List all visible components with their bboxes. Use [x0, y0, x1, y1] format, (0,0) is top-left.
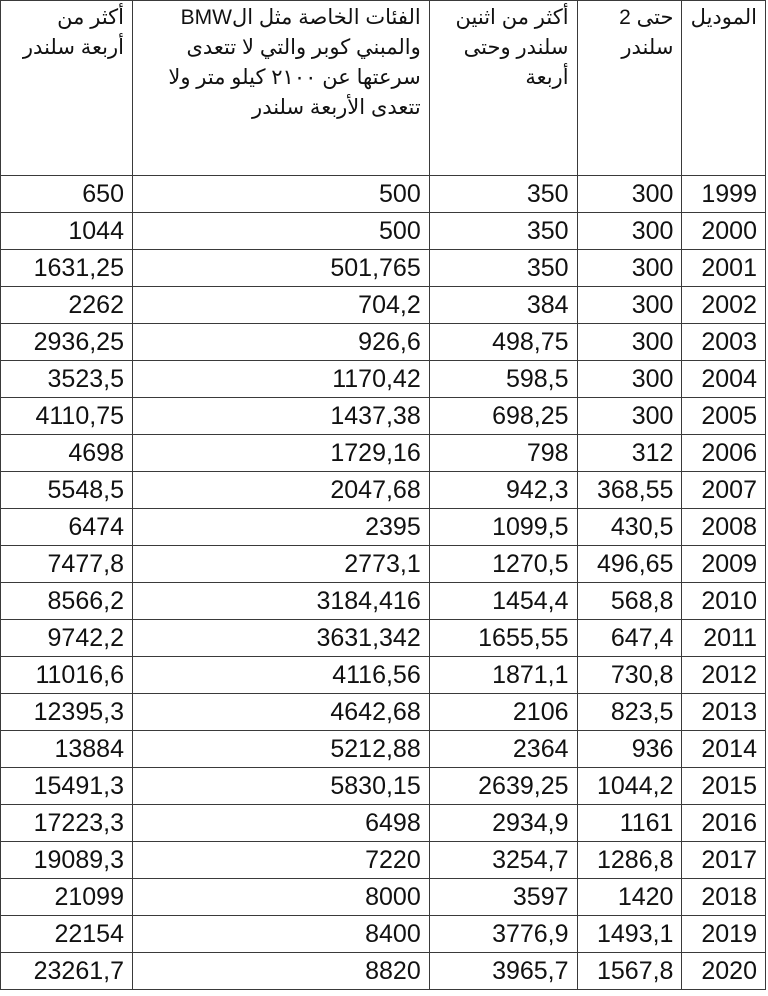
cell-two-to-four-cylinders: 3597: [429, 879, 577, 916]
cell-over-four-cylinders: 23261,7: [1, 953, 133, 990]
table-row: [1, 620, 766, 657]
cell-special-categories: 3184,416: [133, 583, 430, 620]
table-row: [1, 213, 766, 250]
header-label: الفئات الخاصة مثل الBMW والمبني كوبر والتي لا تتعدى سرعتها عن ٢١٠٠ كيلو متر ولا تتعدى الأربعة سلندر: [168, 6, 421, 119]
cell-two-to-four-cylinders: 942,3: [429, 472, 577, 509]
cell-model-year: 2001: [682, 250, 766, 287]
cell-special-categories: 500: [133, 213, 430, 250]
cell-two-to-four-cylinders: 2106: [429, 694, 577, 731]
table-row: [1, 842, 766, 879]
table-row: [1, 435, 766, 472]
cell-up-to-two-cylinders: 300: [577, 176, 682, 213]
cell-model-year: 2020: [682, 953, 766, 990]
cell-two-to-four-cylinders: 3965,7: [429, 953, 577, 990]
cell-up-to-two-cylinders: 496,65: [577, 546, 682, 583]
cell-model-year: 2008: [682, 509, 766, 546]
table-row: [1, 731, 766, 768]
cell-up-to-two-cylinders: 1044,2: [577, 768, 682, 805]
cell-special-categories: 501,765: [133, 250, 430, 287]
cell-model-year: 2003: [682, 324, 766, 361]
cell-two-to-four-cylinders: 350: [429, 176, 577, 213]
cell-up-to-two-cylinders: 300: [577, 287, 682, 324]
cell-up-to-two-cylinders: 568,8: [577, 583, 682, 620]
cell-up-to-two-cylinders: 300: [577, 398, 682, 435]
cell-up-to-two-cylinders: 1161: [577, 805, 682, 842]
table-row: [1, 509, 766, 546]
cell-two-to-four-cylinders: 598,5: [429, 361, 577, 398]
cell-special-categories: 1437,38: [133, 398, 430, 435]
cell-special-categories: 3631,342: [133, 620, 430, 657]
cell-up-to-two-cylinders: 300: [577, 361, 682, 398]
cell-over-four-cylinders: 13884: [1, 731, 133, 768]
table-row: [1, 472, 766, 509]
header-cell-up-to-two-cylinders: [577, 1, 682, 176]
table-row: [1, 916, 766, 953]
cell-special-categories: 2773,1: [133, 546, 430, 583]
cell-over-four-cylinders: 15491,3: [1, 768, 133, 805]
table-row: [1, 953, 766, 990]
table-row: [1, 250, 766, 287]
cell-two-to-four-cylinders: 3776,9: [429, 916, 577, 953]
header-cell-over-four-cylinders: [1, 1, 133, 176]
header-cell-model: [682, 1, 766, 176]
cell-up-to-two-cylinders: 312: [577, 435, 682, 472]
cell-model-year: 2000: [682, 213, 766, 250]
cell-special-categories: 2047,68: [133, 472, 430, 509]
cell-two-to-four-cylinders: 498,75: [429, 324, 577, 361]
cell-special-categories: 8400: [133, 916, 430, 953]
cell-up-to-two-cylinders: 1420: [577, 879, 682, 916]
cell-up-to-two-cylinders: 647,4: [577, 620, 682, 657]
table-row: [1, 583, 766, 620]
cell-special-categories: 4116,56: [133, 657, 430, 694]
cell-two-to-four-cylinders: 2934,9: [429, 805, 577, 842]
cell-over-four-cylinders: 6474: [1, 509, 133, 546]
cell-over-four-cylinders: 5548,5: [1, 472, 133, 509]
table-row: [1, 176, 766, 213]
cell-over-four-cylinders: 19089,3: [1, 842, 133, 879]
cell-over-four-cylinders: 4698: [1, 435, 133, 472]
cell-over-four-cylinders: 4110,75: [1, 398, 133, 435]
cell-up-to-two-cylinders: 430,5: [577, 509, 682, 546]
cell-two-to-four-cylinders: 384: [429, 287, 577, 324]
table-row: [1, 694, 766, 731]
cell-over-four-cylinders: 12395,3: [1, 694, 133, 731]
cell-two-to-four-cylinders: 798: [429, 435, 577, 472]
cell-over-four-cylinders: 22154: [1, 916, 133, 953]
cell-two-to-four-cylinders: 3254,7: [429, 842, 577, 879]
cell-over-four-cylinders: 7477,8: [1, 546, 133, 583]
cell-special-categories: 1729,16: [133, 435, 430, 472]
header-cell-special-categories: [133, 1, 430, 176]
cell-model-year: 2016: [682, 805, 766, 842]
cell-model-year: 2005: [682, 398, 766, 435]
cell-two-to-four-cylinders: 1270,5: [429, 546, 577, 583]
cell-model-year: 2010: [682, 583, 766, 620]
cell-over-four-cylinders: 8566,2: [1, 583, 133, 620]
cell-two-to-four-cylinders: 2639,25: [429, 768, 577, 805]
cell-special-categories: 926,6: [133, 324, 430, 361]
cell-special-categories: 5212,88: [133, 731, 430, 768]
cell-up-to-two-cylinders: 300: [577, 213, 682, 250]
table-row: [1, 879, 766, 916]
cell-special-categories: 704,2: [133, 287, 430, 324]
cell-two-to-four-cylinders: 1454,4: [429, 583, 577, 620]
cell-model-year: 2007: [682, 472, 766, 509]
cell-model-year: 2004: [682, 361, 766, 398]
cell-model-year: 2017: [682, 842, 766, 879]
cell-up-to-two-cylinders: 936: [577, 731, 682, 768]
cell-model-year: 2009: [682, 546, 766, 583]
header-label: حتى 2 سلندر: [619, 6, 674, 59]
cell-over-four-cylinders: 650: [1, 176, 133, 213]
cell-special-categories: 5830,15: [133, 768, 430, 805]
cell-model-year: 2002: [682, 287, 766, 324]
header-label: أكثر من أربعة سلندر: [22, 6, 124, 59]
cell-model-year: 2019: [682, 916, 766, 953]
cell-two-to-four-cylinders: 350: [429, 213, 577, 250]
cell-two-to-four-cylinders: 2364: [429, 731, 577, 768]
table-row: [1, 361, 766, 398]
cell-model-year: 2012: [682, 657, 766, 694]
cell-special-categories: 7220: [133, 842, 430, 879]
cell-model-year: 2015: [682, 768, 766, 805]
cell-model-year: 2018: [682, 879, 766, 916]
cell-up-to-two-cylinders: 823,5: [577, 694, 682, 731]
cell-over-four-cylinders: 1044: [1, 213, 133, 250]
cell-model-year: 2013: [682, 694, 766, 731]
cell-over-four-cylinders: 9742,2: [1, 620, 133, 657]
cell-over-four-cylinders: 11016,6: [1, 657, 133, 694]
cell-special-categories: 8820: [133, 953, 430, 990]
cell-over-four-cylinders: 3523,5: [1, 361, 133, 398]
header-label: الموديل: [690, 6, 757, 29]
cell-over-four-cylinders: 21099: [1, 879, 133, 916]
table-row: [1, 805, 766, 842]
cell-up-to-two-cylinders: 300: [577, 250, 682, 287]
cell-model-year: 1999: [682, 176, 766, 213]
cell-two-to-four-cylinders: 1871,1: [429, 657, 577, 694]
cell-up-to-two-cylinders: 300: [577, 324, 682, 361]
header-row: [1, 1, 766, 176]
table-row: [1, 324, 766, 361]
table-row: [1, 546, 766, 583]
cell-model-year: 2011: [682, 620, 766, 657]
cell-special-categories: 8000: [133, 879, 430, 916]
cell-up-to-two-cylinders: 368,55: [577, 472, 682, 509]
cell-two-to-four-cylinders: 350: [429, 250, 577, 287]
cell-up-to-two-cylinders: 1567,8: [577, 953, 682, 990]
cell-over-four-cylinders: 2936,25: [1, 324, 133, 361]
cell-model-year: 2006: [682, 435, 766, 472]
cell-model-year: 2014: [682, 731, 766, 768]
cell-special-categories: 2395: [133, 509, 430, 546]
cell-special-categories: 4642,68: [133, 694, 430, 731]
cell-over-four-cylinders: 17223,3: [1, 805, 133, 842]
cell-special-categories: 6498: [133, 805, 430, 842]
table-row: [1, 398, 766, 435]
cell-special-categories: 500: [133, 176, 430, 213]
table-row: [1, 287, 766, 324]
cell-over-four-cylinders: 2262: [1, 287, 133, 324]
table-row: [1, 657, 766, 694]
header-cell-two-to-four-cylinders: [429, 1, 577, 176]
cell-up-to-two-cylinders: 1286,8: [577, 842, 682, 879]
table-row: [1, 768, 766, 805]
header-label: أكثر من اثنين سلندر وحتى أربعة: [455, 6, 569, 89]
cell-up-to-two-cylinders: 730,8: [577, 657, 682, 694]
cell-two-to-four-cylinders: 1099,5: [429, 509, 577, 546]
cell-two-to-four-cylinders: 698,25: [429, 398, 577, 435]
cell-up-to-two-cylinders: 1493,1: [577, 916, 682, 953]
cell-over-four-cylinders: 1631,25: [1, 250, 133, 287]
cell-two-to-four-cylinders: 1655,55: [429, 620, 577, 657]
cell-special-categories: 1170,42: [133, 361, 430, 398]
